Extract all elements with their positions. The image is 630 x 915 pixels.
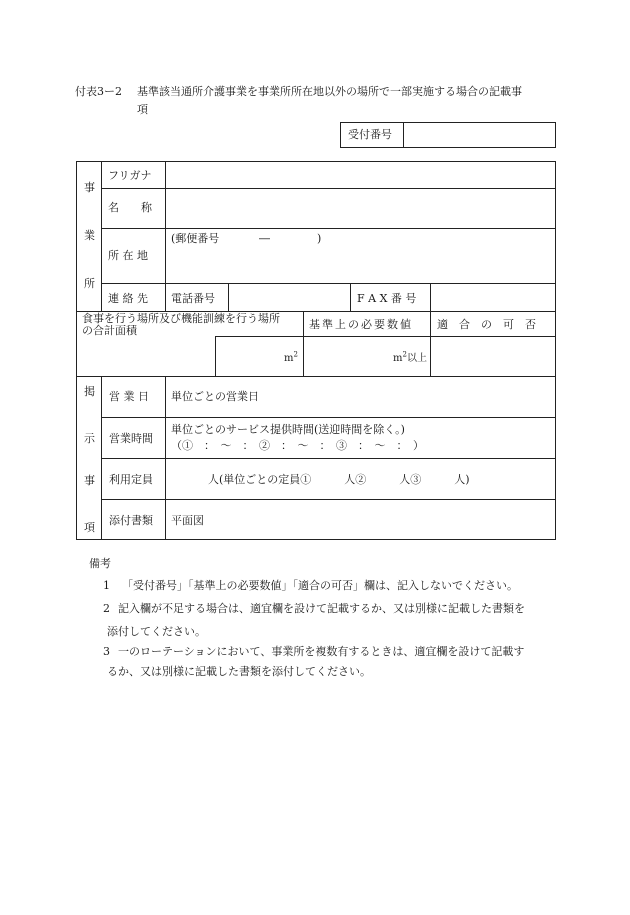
standard-value-field[interactable] (305, 338, 428, 374)
phone-label: 電話番号 (171, 292, 215, 305)
receipt-field[interactable] (405, 124, 553, 146)
office-group-char-1: 事 (84, 181, 95, 194)
furigana-label: フリガナ (108, 169, 152, 182)
office-group-char-2: 業 (84, 229, 95, 242)
posting-group-char-1: 掲 (84, 385, 95, 398)
business-hours-slots[interactable]: （① ： ～ ： ② ： ～ ： ③ ： ～ ： ） (171, 439, 424, 452)
business-days-value[interactable]: 単位ごとの営業日 (171, 390, 259, 403)
form-number: 付表3ー2 (75, 85, 122, 98)
form-title: 基準該当通所介護事業を事業所所在地以外の場所で一部実施する場合の記載事 (137, 85, 522, 98)
name-field[interactable] (167, 190, 553, 226)
area-unit-superscript: 2 (293, 350, 298, 359)
business-hours-value: 単位ごとのサービス提供時間(送迎時間を除く。) (171, 423, 405, 436)
posting-group-char-4: 項 (84, 521, 95, 534)
business-days-label: 営 業 日 (109, 390, 149, 403)
contact-label: 連 絡 先 (108, 292, 148, 305)
area-value-field[interactable] (217, 338, 301, 374)
note-text-continued: 添付してください。 (107, 625, 206, 638)
capacity-value[interactable]: 人(単位ごとの定員① 人② 人③ 人) (208, 473, 470, 486)
capacity-label: 利用定員 (109, 473, 153, 486)
standard-unit: m (393, 353, 403, 364)
standard-suffix: 以上 (407, 353, 427, 364)
note-text: 一のローテーションにおいて、事業所を複数有するときは、適宜欄を設けて記載す (118, 645, 525, 658)
fax-field[interactable] (432, 285, 553, 309)
form-title-continued: 項 (137, 103, 148, 116)
postal-prefix: (郵便番号 (171, 232, 220, 245)
area-label-continued: の合計面積 (82, 324, 137, 337)
compliance-field[interactable] (432, 338, 553, 374)
furigana-field[interactable] (167, 163, 553, 186)
phone-field[interactable] (230, 285, 348, 309)
office-group-char-3: 所 (84, 277, 95, 290)
standard-value-label: 基準上の必要数値 (309, 318, 413, 331)
posting-group-char-2: 示 (84, 432, 95, 445)
address-field[interactable] (167, 230, 553, 281)
business-hours-label: 営業時間 (109, 432, 153, 445)
area-label: 食事を行う場所及び機能訓練を行う場所 (82, 312, 280, 325)
attachments-label: 添付書類 (109, 514, 153, 527)
name-label: 名 称 (108, 201, 152, 214)
area-unit: m (284, 353, 294, 364)
attachments-value: 平面図 (171, 514, 204, 527)
note-text-continued: るか、又は別様に記載した書類を添付してください。 (107, 665, 371, 678)
note-number: 2 (103, 602, 110, 615)
postal-dash: ― (259, 232, 270, 245)
note-text: 「受付番号」「基準上の必要数値」「適合の可否」欄は、記入しないでください。 (122, 579, 518, 592)
standard-unit-superscript: 2 (402, 350, 407, 359)
note-number: 3 (103, 645, 110, 658)
note-number: 1 (103, 579, 110, 592)
notes-heading: 備考 (89, 557, 111, 570)
address-label: 所 在 地 (108, 249, 148, 262)
note-text: 記入欄が不足する場合は、適宜欄を設けて記載するか、又は別様に記載した書類を (118, 602, 525, 615)
receipt-label: 受付番号 (348, 128, 392, 141)
fax-label: F A X 番 号 (357, 292, 417, 305)
posting-group-char-3: 事 (84, 474, 95, 487)
postal-suffix: ) (317, 232, 322, 245)
compliance-label: 適 合 の 可 否 (437, 318, 536, 331)
